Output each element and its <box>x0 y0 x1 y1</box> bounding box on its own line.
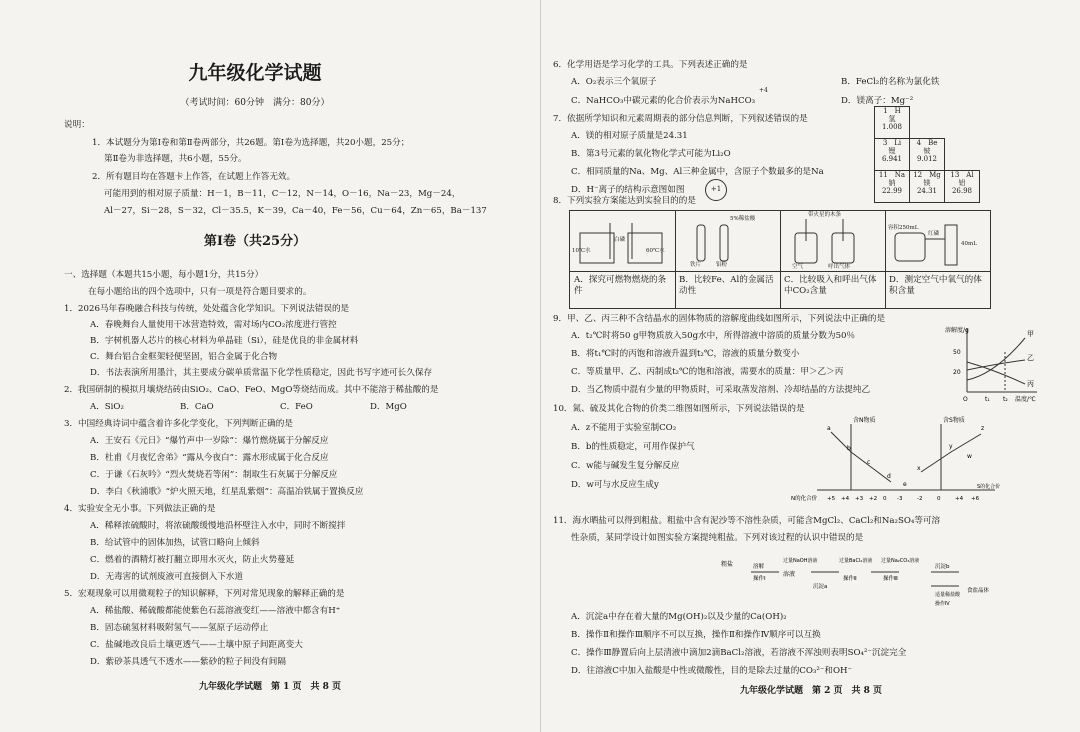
flow-node: 溶解 <box>753 564 765 570</box>
flow-node: 操作Ⅳ <box>935 601 950 607</box>
exam-info: （考试时间：60分钟 满分：80分） <box>180 98 330 108</box>
apparatus-label: 铁片 <box>690 262 702 268</box>
flow-node: 操作Ⅲ <box>883 576 898 582</box>
x-tick: +3 <box>855 496 864 502</box>
question-9: 9．甲、乙、丙三种不含结晶水的固体物质的溶解度曲线如图所示，下列说法中正确的是 <box>553 314 886 324</box>
option: D．往溶液C中加入盐酸是中性或微酸性，目的是除去过量的CO₃²⁻和OH⁻ <box>571 666 853 676</box>
y-axis-label: 溶解度/g <box>945 327 969 334</box>
valence-class-chart <box>791 412 1001 504</box>
element-mass: 26.98 <box>951 187 973 195</box>
element-mass: 22.99 <box>881 187 903 195</box>
x-axis-label: N的化合价 <box>791 496 818 502</box>
option: D．测定空气中氧气的体积含量 <box>889 275 982 296</box>
curve-label: 乙 <box>1027 354 1034 362</box>
x-tick: t₁ <box>985 396 990 403</box>
n-series <box>831 432 891 482</box>
question-7: 7．依据所学知识和元素周期表的部分信息判断，下列叙述错误的是 <box>553 114 808 124</box>
option: D．w可与水反应生成y <box>571 480 659 490</box>
element-label: 3 Li <box>882 139 902 147</box>
question-2: 2．我国研制的模拟月壤烧结砖由SiO₂、CaO、FeO、MgO等烧结而成。其中不能溶于稀盐酸的是 <box>64 385 439 395</box>
note-line: 2．所有题目均在答题卡上作答，在试题上作答无效。 <box>92 172 296 182</box>
flow-node: 粗盐 <box>721 561 734 568</box>
nucleus-charge: +1 <box>710 185 722 193</box>
x-tick: +5 <box>827 496 836 502</box>
apparatus-label: 5%稀盐酸 <box>730 216 756 222</box>
element-name: 铝 <box>958 179 966 187</box>
element-label: 4 Be <box>916 139 938 147</box>
s-series <box>921 434 981 472</box>
option: A．沉淀a中存在着大量的Mg(OH)₂以及少量的Ca(OH)₂ <box>571 612 787 622</box>
option: B．第3号元素的氧化物化学式可能为Li₂O <box>571 149 731 159</box>
note-line: Al－27，Si－28，S－32，Cl－35.5，K－39，Ca－40，Fe－56，Cu－64，Zn－65，Ba－137 <box>104 206 487 216</box>
option: B．比较Fe、Al的金属活动性 <box>679 275 774 296</box>
x-tick: t₂ <box>1003 396 1008 403</box>
part-instruction: 在每小题给出的四个选项中，只有一项是符合题目要求的。 <box>88 287 312 297</box>
curve-jia <box>967 338 1025 380</box>
solubility-chart <box>945 322 1045 404</box>
option: C．舞台铝合金框架轻便坚固，铝合金属于化合物 <box>90 352 278 362</box>
option: A．t₂℃时将50 g甲物质放入50g水中，所得溶液中溶质的质量分数为50％ <box>571 331 856 341</box>
apparatus-label: 容积250mL <box>888 225 919 231</box>
apparatus-label: 呼出气体 <box>828 264 851 270</box>
y-tick: 50 <box>953 349 961 356</box>
option: D．H⁻离子的结构示意图如图 <box>571 185 685 195</box>
option: A．z不能用于实验室制CO₂ <box>571 423 677 433</box>
valence-mark: +4 <box>759 87 768 94</box>
apparatus-label: 空气 <box>792 264 804 270</box>
page-footer: 九年级化学试题 第 2 页 共 8 页 <box>739 686 883 696</box>
exam-page-2 <box>540 0 1080 732</box>
option: A．春晚舞台人量使用干冰营造特效，需对场内CO₂浓度进行管控 <box>90 320 337 330</box>
flow-node: 过量Na₂CO₃溶液 <box>881 558 920 564</box>
point-label: z <box>981 425 985 432</box>
point-label: d <box>887 473 891 480</box>
flow-node: 适量稀盐酸 <box>935 592 961 598</box>
option: D．MgO <box>370 402 407 412</box>
option: C．NaHCO₃中碳元素的化合价表示为NaHCO₃ <box>571 96 756 106</box>
x-tick: +4 <box>955 496 964 502</box>
option: A．王安石《元日》“爆竹声中一岁除”：爆竹燃烧属于分解反应 <box>90 436 329 446</box>
option: B．固态硫氢材料吸附氢气——氢原子运动停止 <box>90 623 269 633</box>
option: A．SiO₂ <box>90 402 124 412</box>
point-label: a <box>827 425 831 432</box>
option: D．无毒害的试剂废液可直接倒入下水道 <box>90 572 243 582</box>
element-mass: 1.008 <box>881 123 903 131</box>
flow-node: 操作Ⅱ <box>843 576 857 582</box>
element-mass: 24.31 <box>916 187 938 195</box>
point-label: y <box>949 443 953 450</box>
option: D．李白《秋浦歌》“炉火照天地，红星乱紫烟”：高温冶铁属于置换反应 <box>90 487 364 497</box>
flow-node: 操作Ⅰ <box>753 576 766 582</box>
element-name: 铍 <box>923 147 931 155</box>
flow-node: 过量NaOH溶液 <box>783 558 818 564</box>
question-4: 4．实验安全无小事。下列做法正确的是 <box>64 504 216 514</box>
exam-title: 九年级化学试题 <box>188 62 322 84</box>
option: B．CaO <box>180 402 214 412</box>
option: D．紫砂茶具透气不透水——紫砂的粒子间没有间隔 <box>90 657 286 667</box>
flow-node: 食盐晶体 <box>967 588 990 594</box>
curve-label: 甲 <box>1027 330 1034 338</box>
element-name: 镁 <box>923 179 931 187</box>
periodic-cell-be <box>909 138 945 171</box>
option: B．给试管中的固体加热，试管口略向上倾斜 <box>90 538 260 548</box>
element-mass: 6.941 <box>881 155 903 163</box>
question-3: 3．中国经典诗词中蕴含着许多化学变化，下列判断正确的是 <box>64 419 293 429</box>
periodic-cell-li <box>874 138 910 171</box>
point-label: w <box>967 453 972 460</box>
x-axis-label-right: S的化合价 <box>977 484 1001 490</box>
notes-heading: 说明： <box>64 120 90 130</box>
x-tick: +4 <box>841 496 850 502</box>
option: C．盐碱地改良后土壤更透气——土壤中原子间距离变大 <box>90 640 303 650</box>
periodic-cell-na <box>874 170 910 203</box>
section-title: 第Ⅰ卷（共25分） <box>203 234 307 249</box>
option: B．宇树机器人芯片的核心材料为单晶硅（Si），硅是优良的非金属材料 <box>90 336 359 346</box>
x-tick: O <box>963 396 968 403</box>
purification-flowchart <box>721 548 1001 608</box>
question-5: 5．宏观现象可以用微观粒子的知识解释，下列对常见现象的解释正确的是 <box>64 589 345 599</box>
x-tick: 0 <box>883 496 887 502</box>
flow-node: 过量BaCl₂溶液 <box>839 558 873 564</box>
point-label: x <box>917 465 921 472</box>
chart-title: 含S物质 <box>943 417 965 424</box>
apparatus-label: 10℃水 <box>572 248 591 254</box>
page-footer: 九年级化学试题 第 1 页 共 8 页 <box>198 682 342 692</box>
element-label: 11 Na <box>878 171 906 179</box>
apparatus-sketches <box>570 211 990 271</box>
apparatus-label: 白磷 <box>614 237 626 243</box>
question-6: 6．化学用语是学习化学的工具。下列表述正确的是 <box>553 60 748 70</box>
option: C．燃着的酒精灯被打翻立即用水灭火，防止火势蔓延 <box>90 555 295 565</box>
option: A．O₂表示三个氧原子 <box>571 77 657 87</box>
option: B．杜甫《月夜忆舍弟》“露从今夜白”：露水形成属于化合反应 <box>90 453 329 463</box>
option: C．w能与碱发生复分解反应 <box>571 461 680 471</box>
question-10: 10．氮、硫及其化合物的价类二维图如图所示，下列说法错误的是 <box>553 404 805 414</box>
y-tick: 20 <box>953 369 961 376</box>
x-tick: +6 <box>971 496 980 502</box>
question-1: 1．2026马年春晚融合科技与传统，处处蕴含化学知识。下列说法错误的是 <box>64 304 350 314</box>
point-label: e <box>903 481 907 488</box>
option: C．FeO <box>280 402 313 412</box>
point-label: b <box>847 445 851 452</box>
option: C．于谦《石灰吟》“烈火焚烧若等闲”：制取生石灰属于分解反应 <box>90 470 338 480</box>
element-name: 锂 <box>888 147 896 155</box>
option: B．将t₁℃时的丙饱和溶液升温到t₂℃，溶液的质量分数变小 <box>571 349 800 359</box>
option: D．镁离子：Mg⁻² <box>841 96 914 106</box>
option: C．等质量甲、乙、丙制成t₂℃的饱和溶液，需要水的质量：甲＞乙＞丙 <box>571 367 844 377</box>
element-label: 1 H <box>883 107 901 115</box>
apparatus-label: 铝粉 <box>716 262 728 268</box>
x-tick: +2 <box>869 496 878 502</box>
periodic-cell-h <box>874 106 910 139</box>
point-label: c <box>867 459 871 466</box>
note-line: 第Ⅱ卷为非选择题，共6小题，55分。 <box>104 154 247 164</box>
flow-node: 溶液 <box>783 571 796 578</box>
curve-bing <box>967 362 1025 384</box>
option: A．探究可燃物燃烧的条件 <box>574 275 667 296</box>
part-heading: 一、选择题（本题共15小题，每小题1分，共15分） <box>64 270 264 280</box>
x-tick: -3 <box>897 496 903 502</box>
x-tick: 0 <box>937 496 941 502</box>
flow-node: 沉淀a <box>813 584 828 590</box>
apparatus-label: 60℃水 <box>646 248 665 254</box>
element-label: 13 Al <box>950 171 974 179</box>
question-11: 11．海水晒盐可以得到粗盐。粗盐中含有泥沙等不溶性杂质，可能含MgCl₂、CaCl₂和Na₂SO₄等可溶 <box>553 516 941 526</box>
apparatus-label: 40mL <box>961 241 977 247</box>
option: D．书法表演所用墨汁，其主要成分碳单质常温下化学性质稳定，因此书写字迹可长久保存 <box>90 368 433 378</box>
x-tick: -2 <box>917 496 923 502</box>
curve-label: 丙 <box>1027 380 1034 388</box>
element-name: 钠 <box>888 179 896 187</box>
option: B．b的性质稳定，可用作保护气 <box>571 442 695 452</box>
apparatus-label: 红磷 <box>928 231 940 237</box>
option: C．比较吸入和呼出气体中CO₂含量 <box>784 275 877 296</box>
element-label: 12 Mg <box>913 171 941 179</box>
apparatus-label: 带火星的木条 <box>808 212 842 218</box>
option: B．操作Ⅱ和操作Ⅲ顺序不可以互换，操作Ⅱ和操作Ⅳ顺序可以互换 <box>571 630 821 640</box>
option: A．镁的相对原子质量是24.31 <box>571 131 688 141</box>
element-name: 氢 <box>888 115 896 123</box>
option: A．稀盐酸、稀硫酸都能使紫色石蕊溶液变红——溶液中都含有H⁺ <box>90 606 341 616</box>
option: D．当乙物质中混有少量的甲物质时，可采取蒸发溶剂、冷却结晶的方法提纯乙 <box>571 385 871 395</box>
option: C．操作Ⅲ静置后向上层清液中滴加2滴BaCl₂溶液，若溶液不浑浊则表明SO₄²⁻沉淀完全 <box>571 648 907 658</box>
question-11-cont: 性杂质，某同学设计如图实验方案提纯粗盐。下列对该过程的认识中错误的是 <box>571 533 864 543</box>
option: A．稀释浓硫酸时，将浓硫酸缓慢地沿杯壁注入水中，同时不断搅拌 <box>90 521 346 531</box>
periodic-cell-al <box>944 170 980 203</box>
x-axis-label: 温度/℃ <box>1015 396 1036 403</box>
ion-structure-diagram <box>705 179 727 201</box>
option: C．相同质量的Na、Mg、Al三种金属中，含原子个数最多的是Na <box>571 167 824 177</box>
chart-title: 含N物质 <box>853 417 876 424</box>
question-8: 8．下列实验方案能达到实验目的的是 <box>553 196 696 206</box>
periodic-cell-mg <box>909 170 945 203</box>
flow-node: 沉淀b <box>935 564 950 570</box>
note-line: 1．本试题分为第Ⅰ卷和第Ⅱ卷两部分，共26题。第Ⅰ卷为选择题，共20小题，25分； <box>92 138 410 148</box>
option: B．FeCl₂的名称为氯化铁 <box>841 77 940 87</box>
note-line: 可能用到的相对原子质量：H－1，B－11，C－12，N－14，O－16，Na－23，Mg－24， <box>104 189 461 199</box>
experiment-table <box>569 210 991 309</box>
element-mass: 9.012 <box>916 155 938 163</box>
